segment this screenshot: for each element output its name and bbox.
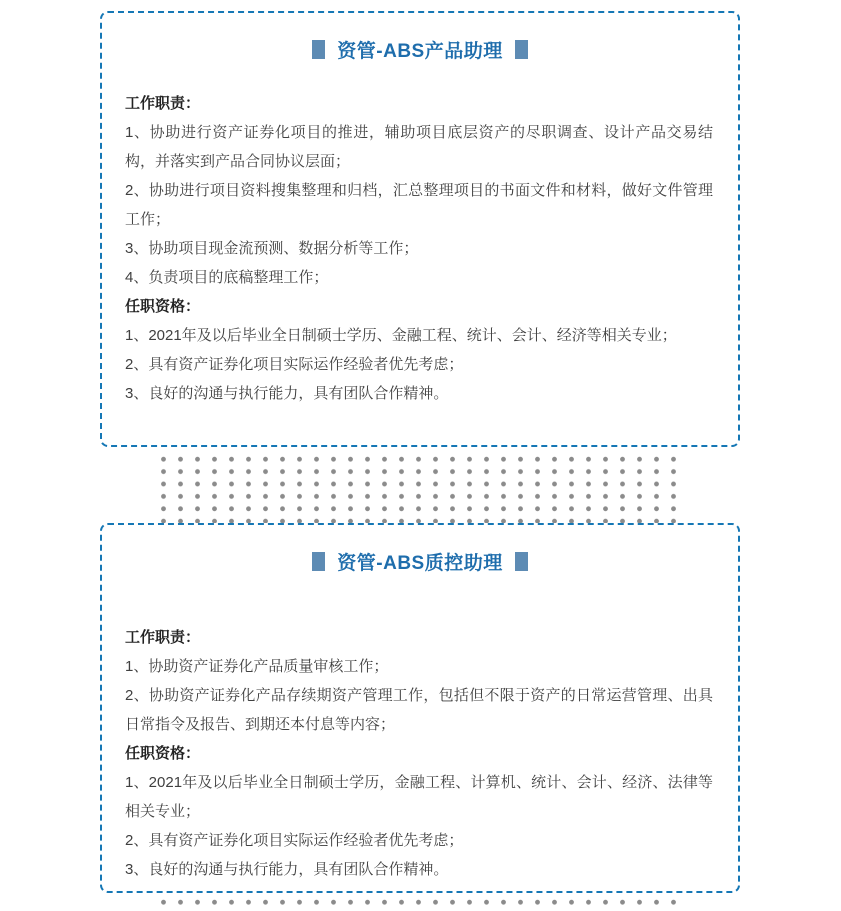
- responsibility-item: 4、负责项目的底稿整理工作；: [125, 269, 329, 286]
- responsibility-item: 2、协助资产证券化产品存续期资产管理工作，包括但不限于资产的日常运营管理、出具日常指令及报告、到期还本付息等内容；: [125, 687, 713, 733]
- job-card-abs-product-assistant: [100, 11, 740, 447]
- responsibility-item: 2、协助进行项目资料搜集整理和归档，汇总整理项目的书面文件和材料，做好文件管理工作；: [125, 182, 713, 228]
- qualification-item: 3、良好的沟通与执行能力，具有团队合作精神。: [125, 385, 449, 402]
- qualification-item: 2、具有资产证券化项目实际运作经验者优先考虑；: [125, 832, 464, 849]
- card-title-row: [102, 548, 738, 575]
- card-title-row: [102, 36, 738, 63]
- job-card-abs-qc-assistant: [100, 523, 740, 893]
- title-decoration-block-right: [515, 40, 528, 59]
- responsibility-item: 1、协助进行资产证券化项目的推进，辅助项目底层资产的尽职调查、设计产品交易结构，并落实到产品合同协议层面；: [125, 124, 713, 170]
- section-heading-responsibilities: 工作职责：: [125, 629, 201, 646]
- job-description: [102, 623, 738, 884]
- title-decoration-block-left: [312, 40, 325, 59]
- responsibility-item: 1、协助资产证券化产品质量审核工作；: [125, 658, 389, 675]
- qualification-item: 1、2021年及以后毕业全日制硕士学历、金融工程、统计、会计、经济等相关专业；: [125, 327, 677, 344]
- qualification-item: 1、2021年及以后毕业全日制硕士学历，金融工程、计算机、统计、会计、经济、法律等相关专业；: [125, 774, 713, 820]
- dot-pattern-divider: [153, 451, 688, 524]
- job-description: [102, 89, 738, 408]
- qualification-item: 2、具有资产证券化项目实际运作经验者优先考虑；: [125, 356, 464, 373]
- section-heading-qualifications: 任职资格：: [125, 298, 201, 315]
- job-title: 资管-ABS质控助理: [337, 553, 503, 574]
- title-decoration-block-left: [312, 552, 325, 571]
- job-title: 资管-ABS产品助理: [337, 41, 503, 62]
- dot-pattern-divider: [153, 894, 688, 911]
- section-heading-qualifications: 任职资格：: [125, 745, 201, 762]
- responsibility-item: 3、协助项目现金流预测、数据分析等工作；: [125, 240, 419, 257]
- title-decoration-block-right: [515, 552, 528, 571]
- qualification-item: 3、良好的沟通与执行能力，具有团队合作精神。: [125, 861, 449, 878]
- section-heading-responsibilities: 工作职责：: [125, 95, 201, 112]
